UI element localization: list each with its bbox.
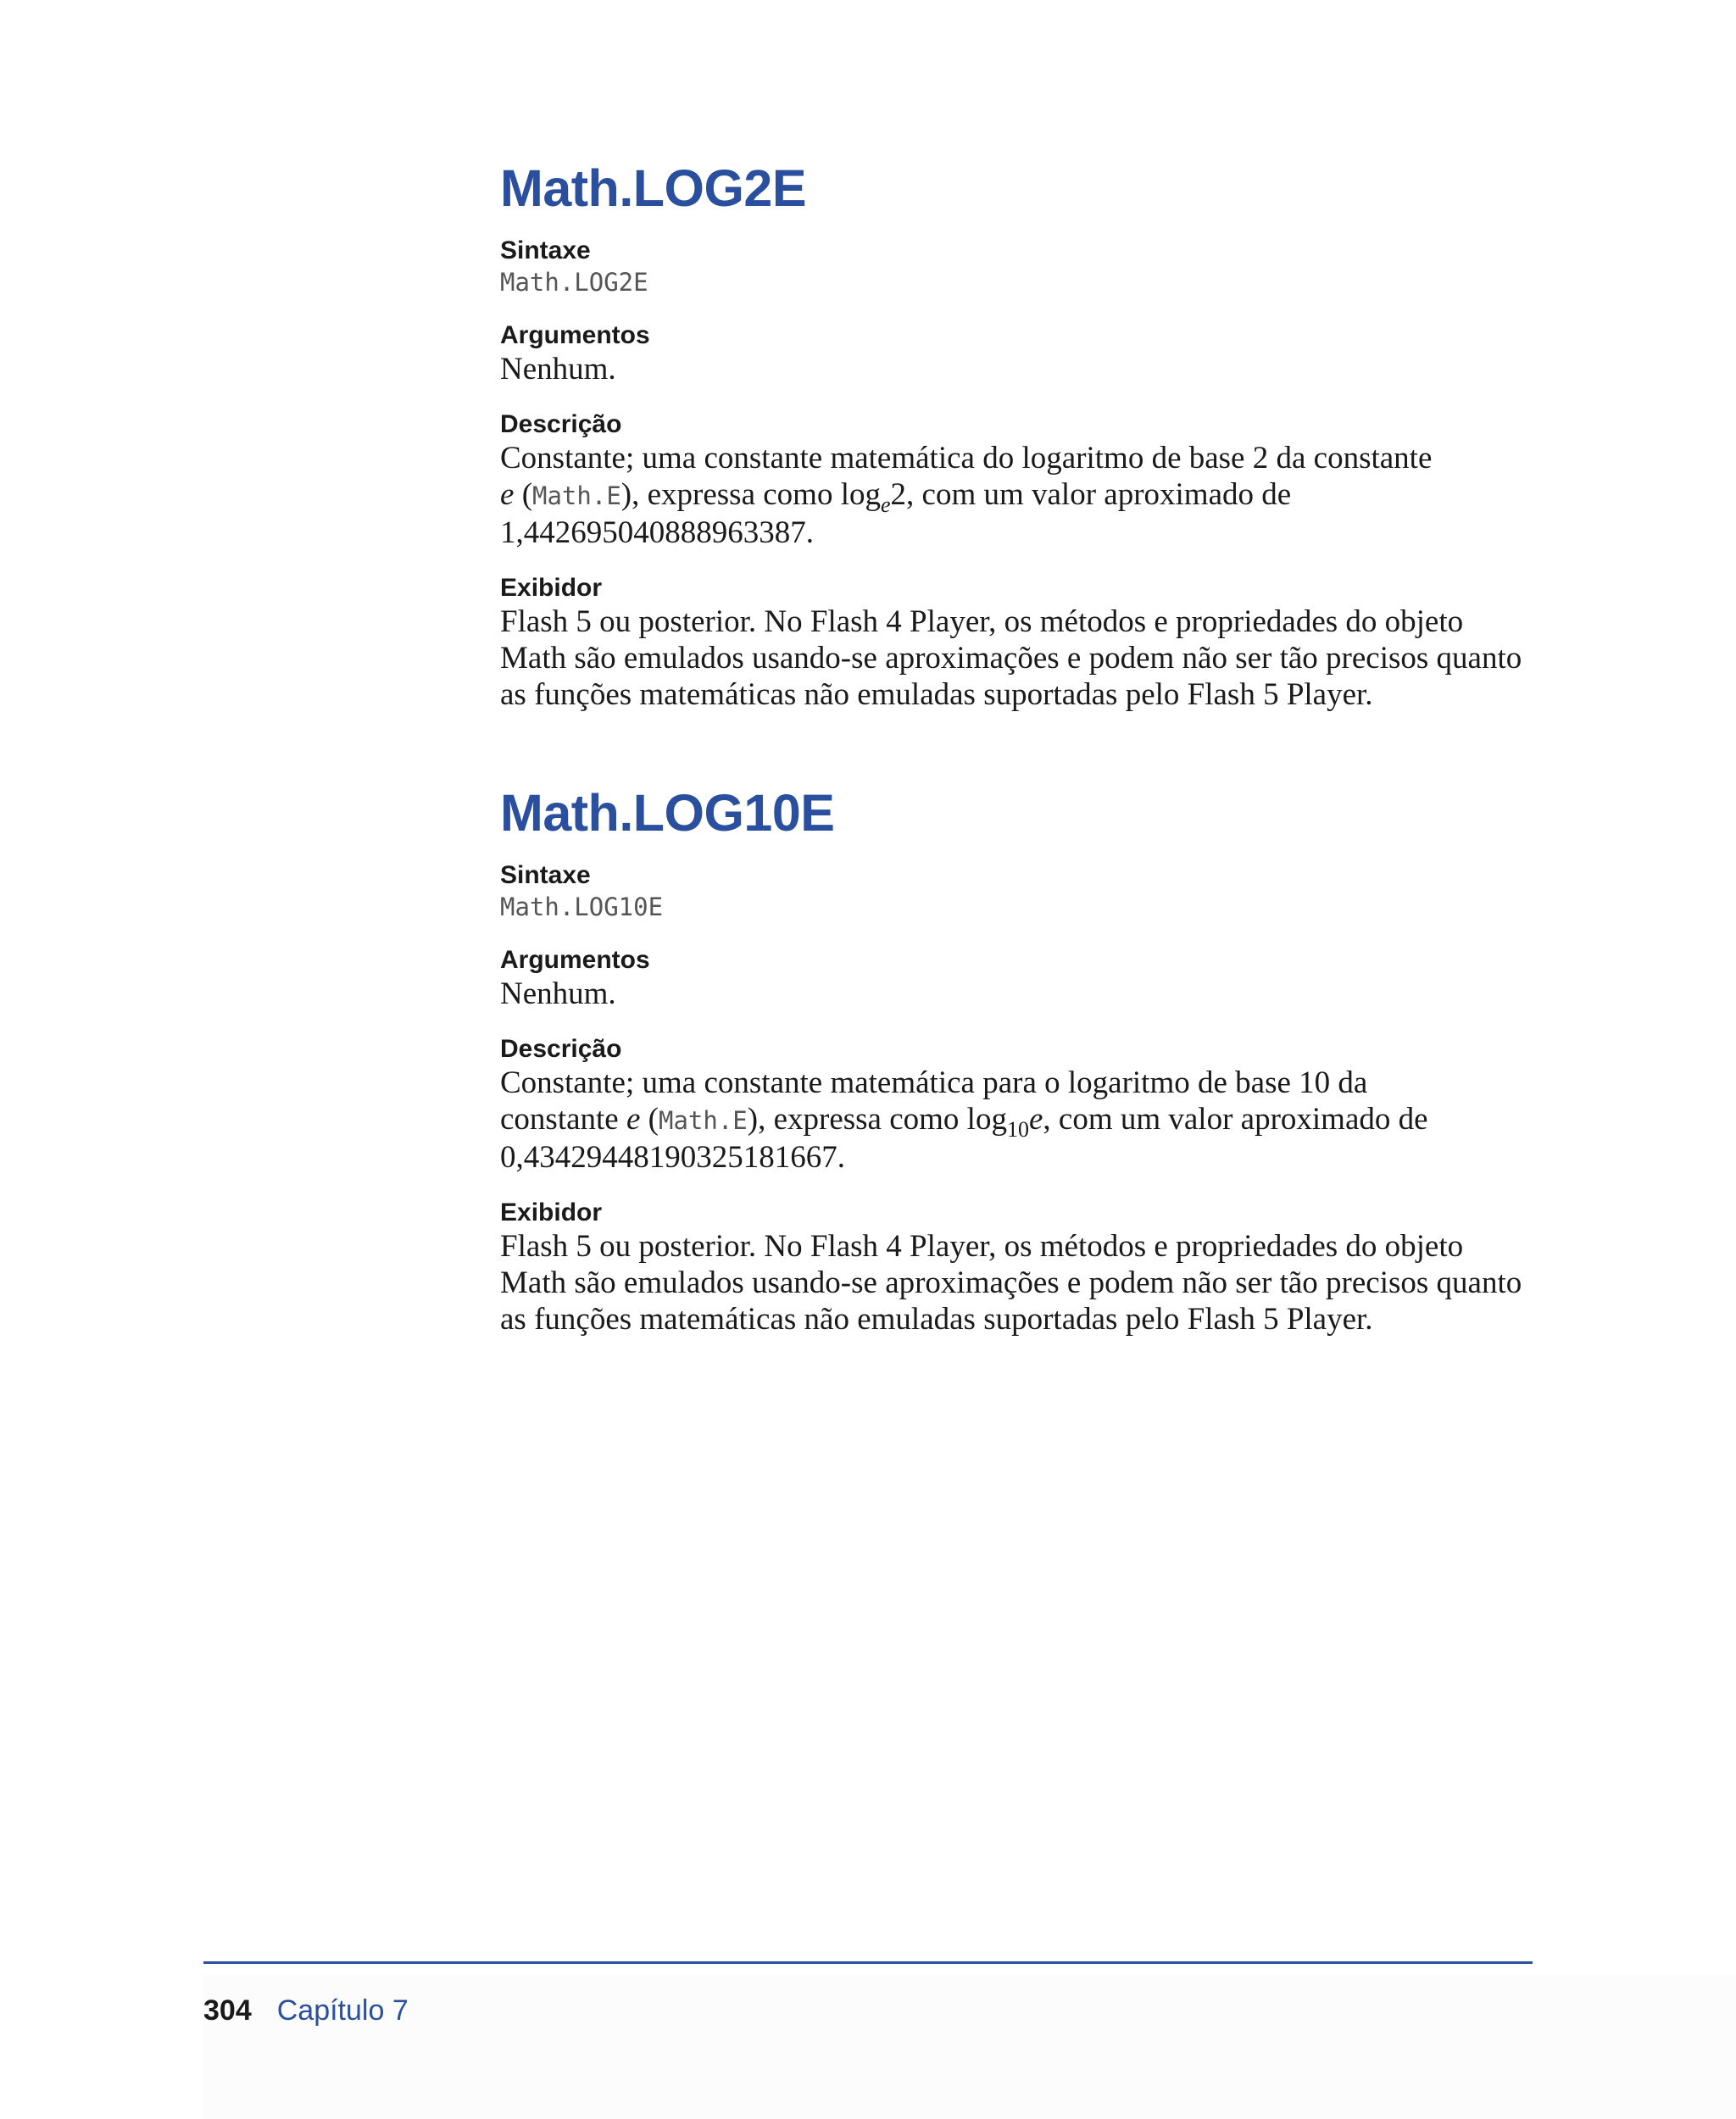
player-text: [500, 603, 1543, 713]
arguments-heading: Argumentos: [500, 946, 650, 974]
arguments-text: Nenhum.: [500, 352, 616, 387]
e-symbol: e: [500, 477, 515, 512]
syntax-section: [500, 860, 1543, 923]
player-line: as funções matemáticas não emuladas suportadas pelo Flash 5 Player.: [500, 1302, 1373, 1337]
player-line: Flash 5 ou posterior. No Flash 4 Player, os métodos e propriedades do objeto: [500, 604, 1464, 639]
code-reference: Math.E: [532, 481, 621, 510]
description-text: [500, 1065, 1543, 1176]
arguments-section: [500, 945, 1543, 1012]
code-reference: Math.E: [659, 1106, 748, 1135]
player-line: as funções matemáticas não emuladas suportadas pelo Flash 5 Player.: [500, 677, 1373, 712]
syntax-code: Math.LOG2E: [500, 268, 648, 297]
player-heading: Exibidor: [500, 1199, 603, 1226]
constant-value: 1,442695040888963387.: [500, 515, 814, 550]
constant-value: 0,43429448190325181667.: [500, 1140, 845, 1175]
arguments-text: Nenhum.: [500, 976, 616, 1011]
description-text-fragment: 2, com um valor aproximado de: [890, 477, 1292, 512]
entry-title: Math.LOG10E: [500, 784, 835, 842]
page-content: [500, 158, 1543, 1338]
player-section: [500, 573, 1543, 713]
player-line: Math são emulados usando-se aproximações e podem não ser tão precisos quanto: [500, 1265, 1522, 1300]
description-text-fragment: , com um valor aproximado de: [1043, 1102, 1428, 1137]
chapter-label: Capítulo 7: [276, 1994, 409, 2027]
log-subscript: 10: [1006, 1117, 1029, 1142]
open-paren: (: [640, 1102, 659, 1137]
syntax-heading: Sintaxe: [500, 861, 591, 889]
page-number: 304: [203, 1994, 252, 2027]
e-symbol: e: [626, 1102, 641, 1137]
description-section: [500, 1034, 1543, 1176]
footer-divider: [203, 1961, 1533, 1964]
description-line: Constante; uma constante matemática para o logaritmo de base 10 da: [500, 1065, 1368, 1100]
description-text-fragment: constante: [500, 1102, 626, 1137]
description-text-fragment: ), expressa como log: [747, 1102, 1007, 1137]
entry-title: Math.LOG2E: [500, 159, 807, 217]
syntax-section: [500, 236, 1543, 298]
description-heading: Descrição: [500, 1035, 622, 1063]
entry-math-log10e: [500, 782, 1543, 1338]
open-paren: (: [514, 477, 533, 512]
syntax-heading: Sintaxe: [500, 236, 591, 264]
e-symbol: e: [1028, 1102, 1043, 1137]
arguments-heading: Argumentos: [500, 321, 650, 349]
description-line: Constante; uma constante matemática do logaritmo de base 2 da constante: [500, 441, 1433, 476]
player-text: [500, 1228, 1543, 1338]
page-footer-tint: [203, 1975, 1736, 2119]
syntax-code: Math.LOG10E: [500, 893, 664, 921]
description-text-fragment: ), expressa como log: [620, 477, 881, 512]
player-line: Flash 5 ou posterior. No Flash 4 Player, os métodos e propriedades do objeto: [500, 1229, 1464, 1264]
description-text: [500, 440, 1543, 551]
entry-math-log2e: [500, 158, 1543, 713]
description-section: [500, 409, 1543, 551]
log-subscript: e: [880, 492, 891, 517]
page-footer: [203, 1994, 409, 2027]
player-heading: Exibidor: [500, 574, 603, 602]
player-line: Math são emulados usando-se aproximações e podem não ser tão precisos quanto: [500, 641, 1522, 676]
description-heading: Descrição: [500, 410, 622, 438]
arguments-section: [500, 320, 1543, 387]
player-section: [500, 1198, 1543, 1338]
